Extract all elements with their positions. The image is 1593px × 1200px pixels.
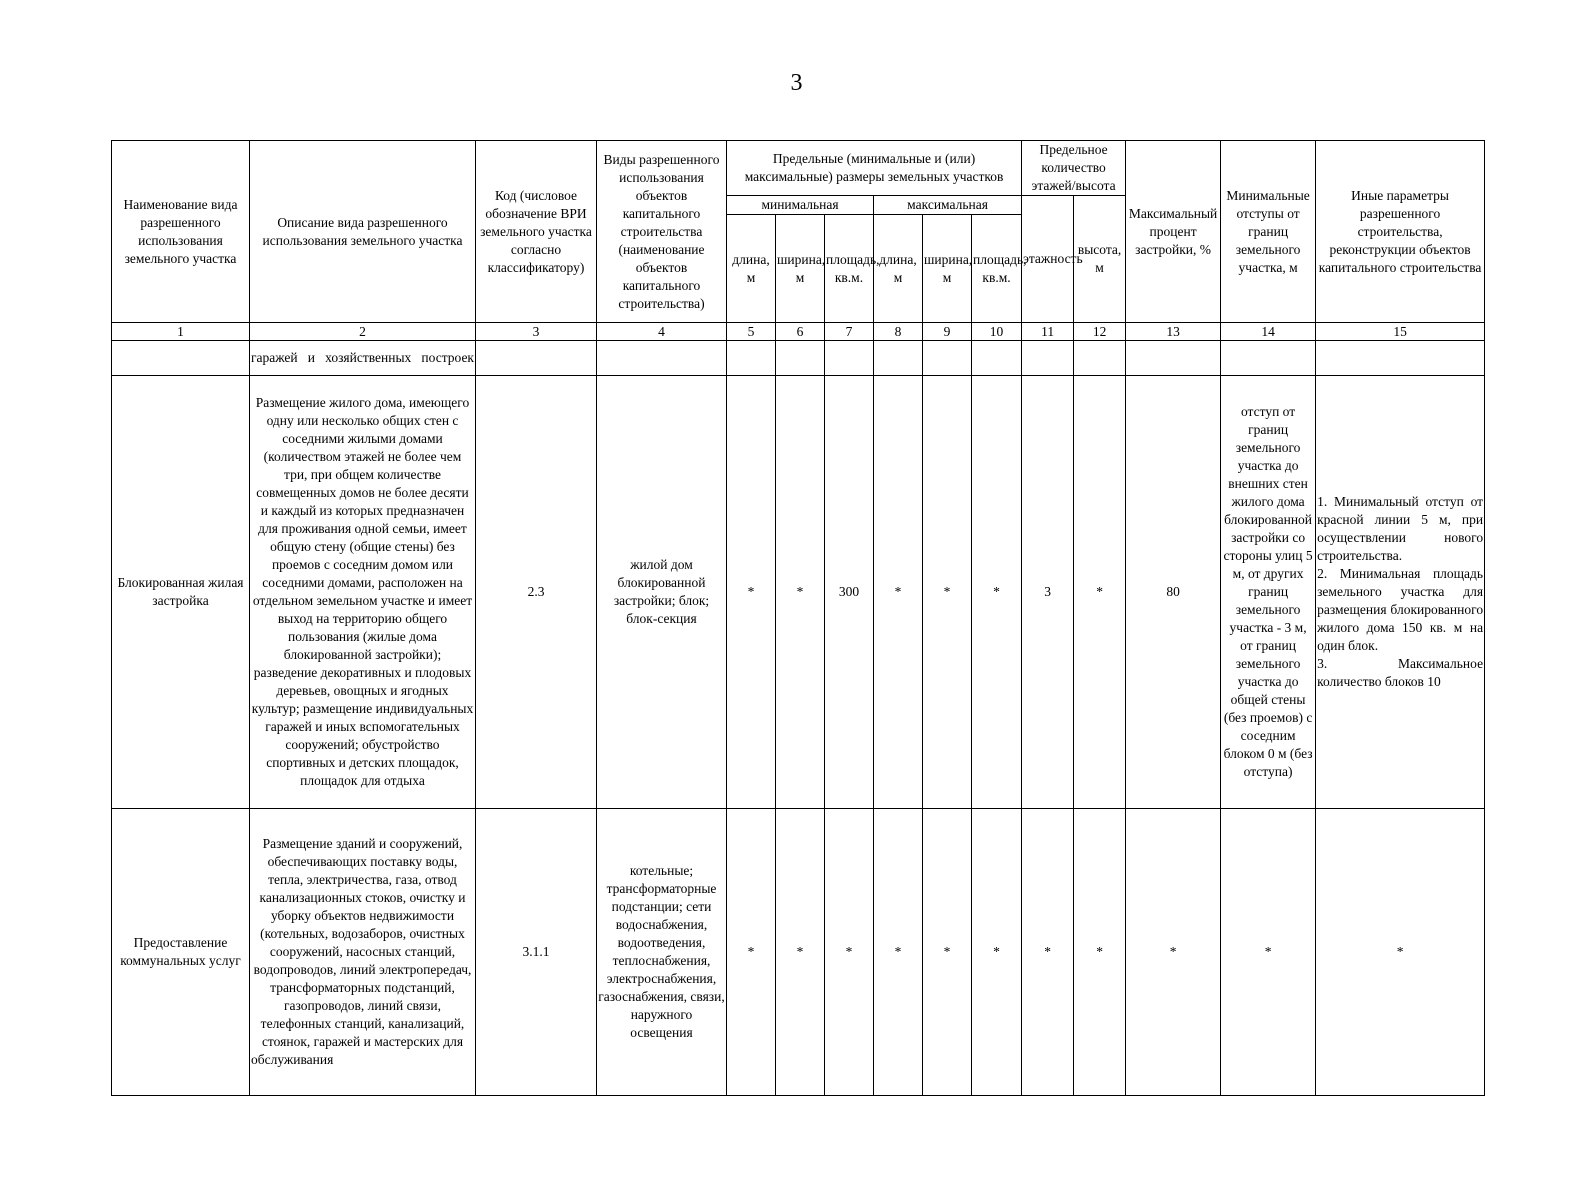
cell-description: Размещение зданий и сооружений, обеспечивающих поставку воды, тепла, электричества, газа, отвод канализационных стоков, очистку и уборку объектов недвижимости (котельных, водозаборов, очистных сооружений, насосных станций, водопроводов, линий электропередач, трансформаторных подстанций, газопроводов, линий связи, телефонных станций, канализаций, стоянок, гаражей и мастерских для обслуживания (250, 809, 476, 1096)
cell-name: Предоставление коммунальных услуг (112, 809, 250, 1096)
cell-min-area (825, 341, 874, 376)
column-number: 7 (825, 323, 874, 341)
header-min-setbacks: Минимальные отступы от границ земельного участка, м (1221, 141, 1316, 323)
table-row (112, 376, 1485, 809)
column-number: 12 (1074, 323, 1126, 341)
zoning-parameters-table (111, 140, 1485, 1096)
cell-min-width (776, 341, 825, 376)
cell-max-length: * (874, 809, 923, 1096)
cell-min-width: * (776, 809, 825, 1096)
cell-max-length: * (874, 376, 923, 809)
header-other-params: Иные параметры разрешенного строительства, реконструкции объектов капитального строительства (1316, 141, 1485, 323)
column-number: 10 (972, 323, 1022, 341)
cell-max-area (972, 341, 1022, 376)
header-height: высота, м (1074, 196, 1126, 323)
page-number: 3 (790, 70, 803, 96)
cell-setbacks (1221, 341, 1316, 376)
header-minimal: минимальная (727, 196, 874, 215)
column-number: 11 (1022, 323, 1074, 341)
header-floors-height: Предельное количество этажей/высота (1022, 141, 1126, 196)
cell-other-params (1316, 376, 1485, 809)
other-param-2: 2. Минимальная площадь земельного участка для размещения блокированного жилого дома 150 кв. м на один блок. (1317, 566, 1484, 653)
cell-max-area: * (972, 809, 1022, 1096)
cell-max-area: * (972, 376, 1022, 809)
cell-max-width: * (923, 376, 972, 809)
cell-min-area: * (825, 809, 874, 1096)
header-min-width: ширина, м (776, 215, 825, 323)
cell-name: Блокированная жилая застройка (112, 376, 250, 809)
cell-min-area: 300 (825, 376, 874, 809)
column-number: 6 (776, 323, 825, 341)
cell-name (112, 341, 250, 376)
column-number: 8 (874, 323, 923, 341)
cell-min-length: * (727, 376, 776, 809)
column-number: 3 (476, 323, 597, 341)
other-param-1: 1. Минимальный отступ от красной линии 5 м, при осуществлении нового строительства. (1317, 494, 1484, 563)
header-min-length: длина, м (727, 215, 776, 323)
header-max-length: длина, м (874, 215, 923, 323)
header-max-coverage: Максимальный процент застройки, % (1126, 141, 1221, 323)
cell-floors: 3 (1022, 376, 1074, 809)
column-number: 15 (1316, 323, 1485, 341)
cell-floors (1022, 341, 1074, 376)
cell-height: * (1074, 376, 1126, 809)
cell-code: 3.1.1 (476, 809, 597, 1096)
cell-min-width: * (776, 376, 825, 809)
table-row (112, 809, 1485, 1096)
column-number: 9 (923, 323, 972, 341)
cell-setbacks: * (1221, 809, 1316, 1096)
column-number: 5 (727, 323, 776, 341)
header-code: Код (числовое обозначение ВРИ земельного участка согласно классификатору) (476, 141, 597, 323)
cell-other-params (1316, 341, 1485, 376)
header-description: Описание вида разрешенного использования земельного участка (250, 141, 476, 323)
cell-max-width: * (923, 809, 972, 1096)
cell-description: Размещение жилого дома, имеющего одну или несколько общих стен с соседними жилыми домами (количеством этажей не более чем три, при общем количестве совмещенных домов не более десяти и каждый из которых предназначен для проживания одной семьи, имеет общую стену (общие стены) без проемов с соседним домом или соседними домами, расположен на отдельном земельном участке и имеет выход на территорию общего пользования (жилые дома блокированной застройки); разведение декоративных и плодовых деревьев, овощных и ягодных культур; размещение индивидуальных гаражей и иных вспомогательных сооружений; обустройство спортивных и детских площадок, площадок для отдыха (250, 376, 476, 809)
header-oks-types: Виды разрешенного использования объектов капитального строительства (наименование объектов капитального строительства) (597, 141, 727, 323)
header-maximal: максимальная (874, 196, 1022, 215)
other-param-3: 3. Максимальное количество блоков 10 (1317, 656, 1484, 689)
cell-setbacks: отступ от границ земельного участка до внешних стен жилого дома блокированной застройки со стороны улиц 5 м, от других границ земельного участка - 3 м, от границ земельного участка до общей стены (без проемов) с соседним блоком 0 м (без отступа) (1221, 376, 1316, 809)
header-max-width: ширина, м (923, 215, 972, 323)
column-number: 14 (1221, 323, 1316, 341)
cell-oks (597, 341, 727, 376)
cell-max-coverage: * (1126, 809, 1221, 1096)
column-number: 13 (1126, 323, 1221, 341)
column-number: 4 (597, 323, 727, 341)
header-floor-count: этажность (1022, 196, 1074, 323)
cell-oks: котельные; трансформаторные подстанции; сети водоснабжения, водоотведения, теплоснабжения, электроснабжения, газоснабжения, связи, наружного освещения (597, 809, 727, 1096)
cell-description: гаражей и хозяйственных построек (250, 341, 476, 376)
cell-min-length: * (727, 809, 776, 1096)
cell-height: * (1074, 809, 1126, 1096)
cell-oks: жилой дом блокированной застройки; блок; блок-секция (597, 376, 727, 809)
column-number: 2 (250, 323, 476, 341)
header-max-area: площадь, кв.м. (972, 215, 1022, 323)
cell-code: 2.3 (476, 376, 597, 809)
header-row-1 (112, 141, 1485, 196)
cell-max-coverage (1126, 341, 1221, 376)
cell-max-coverage: 80 (1126, 376, 1221, 809)
header-plot-sizes: Предельные (минимальные и (или) максимальные) размеры земельных участков (727, 141, 1022, 196)
table-row (112, 341, 1485, 376)
cell-min-length (727, 341, 776, 376)
header-min-area: площадь, кв.м. (825, 215, 874, 323)
cell-max-width (923, 341, 972, 376)
cell-code (476, 341, 597, 376)
header-name: Наименование вида разрешенного использования земельного участка (112, 141, 250, 323)
column-numbers-row (112, 323, 1485, 341)
column-number: 1 (112, 323, 250, 341)
cell-other-params: * (1316, 809, 1485, 1096)
cell-height (1074, 341, 1126, 376)
cell-floors: * (1022, 809, 1074, 1096)
cell-max-length (874, 341, 923, 376)
